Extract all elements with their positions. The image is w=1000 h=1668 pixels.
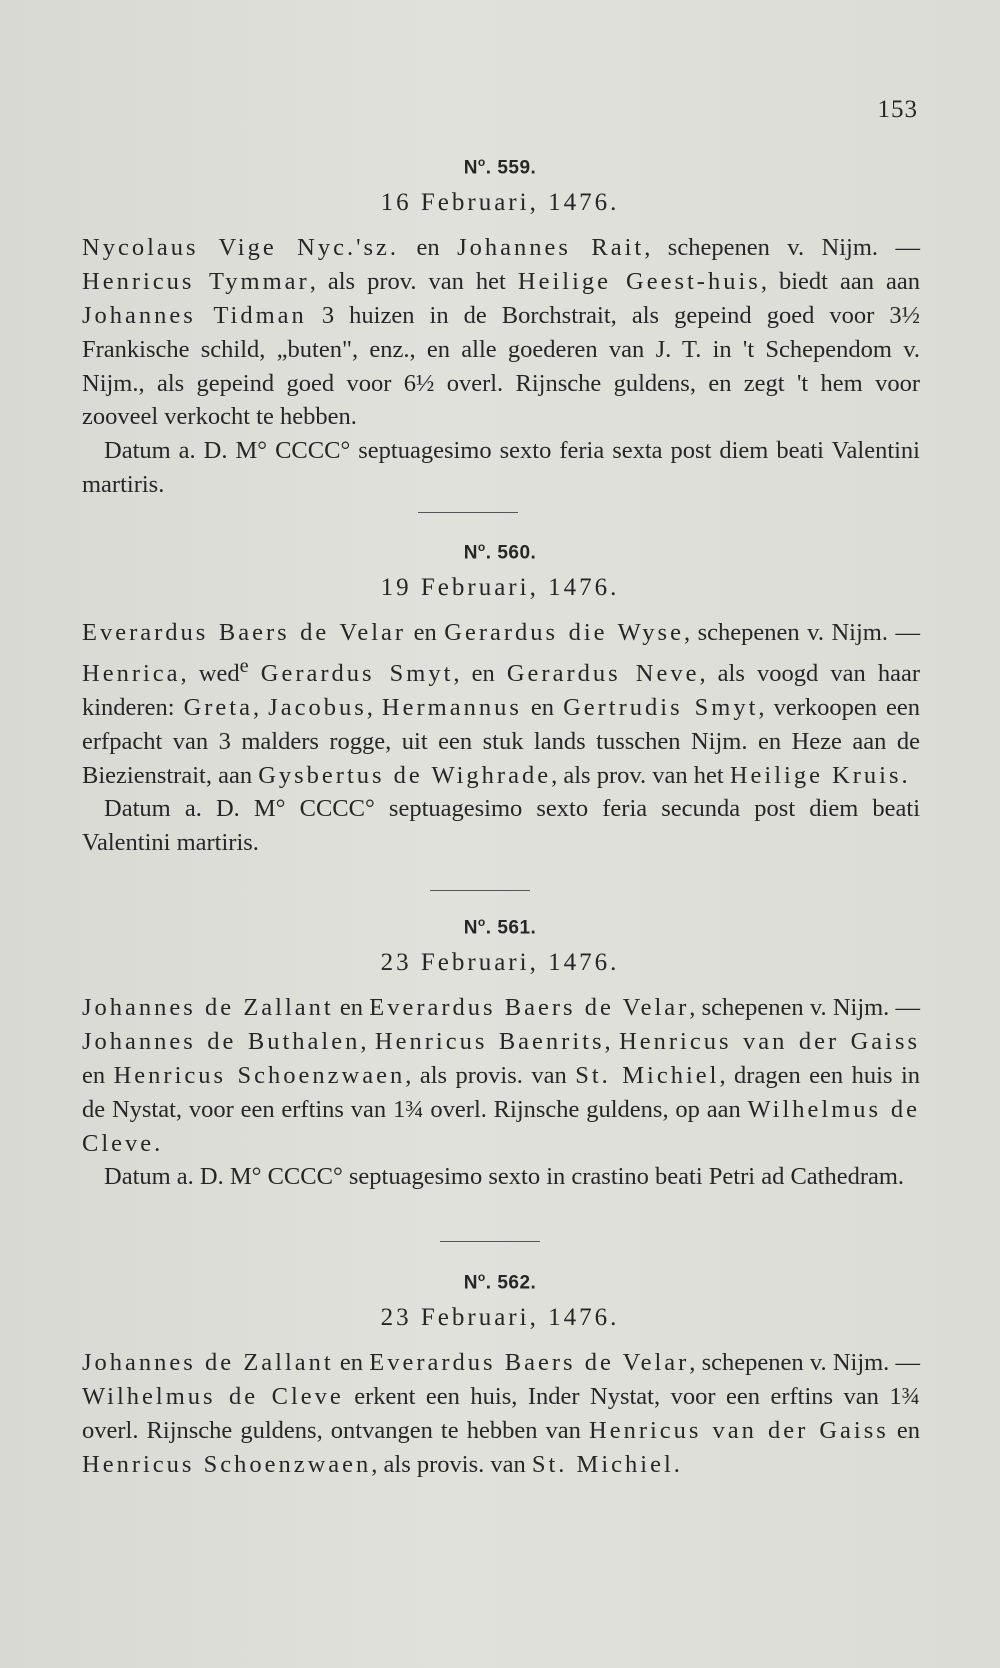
entry-datum: Datum a. D. M° CCCC° septuagesimo sexto feria sexta post diem beati Valentini martiris. [82,437,920,498]
text-run: en [82,1061,114,1089]
person-name: Henrica [82,660,181,688]
person-name: Everardus Baers de Velar [82,619,407,647]
entry-text [82,616,920,860]
person-name: Gysbertus de Wighrade [258,761,552,789]
text-run: . [673,1450,680,1478]
entry-number: $N^o$. 561. [463,915,537,939]
separator-rule [430,890,530,891]
entry-number-value: 562. [497,1272,537,1294]
person-name: Johannes de Zallant [82,994,334,1022]
person-name: Gertrudis Smyt [563,694,759,722]
person-name: Everardus Baers de Velar [369,994,690,1022]
person-name: Henricus Schoenzwaen [113,1061,406,1089]
entry-date: 23 Februari, 1476. [380,949,620,977]
person-name: Henricus van der Gaiss [619,1028,921,1056]
person-name: Nycolaus Vige Nyc.'sz. [82,234,400,262]
entry-datum: Datum a. D. M° CCCC° septuagesimo sexto in crastino beati Petri ad Cathedram. [104,1163,905,1191]
entry-562 [0,1270,1000,1482]
person-name: Henricus Schoenzwaen [82,1450,372,1478]
entry-560 [0,540,1000,860]
text-run: , schepenen v. Nijm. — [644,234,920,262]
entry-date: 16 Februari, 1476. [380,189,620,217]
person-name: Johannes Tidman [82,301,307,329]
text-run: , [360,1028,375,1056]
text-run: , verkoopen een erfpacht van 3 malders rogge, uit een stuk lands tusschen Nijm. en Heze aan de Biezienstrait, aan [82,694,921,789]
person-name: Johannes Rait [457,234,645,262]
person-name: St. Michiel [575,1061,720,1089]
person-name: Wilhelmus de Cleve [82,1383,344,1411]
entry-datum: Datum a. D. M° CCCC° septuagesimo sexto feria secunda post diem beati Valentini martiris. [82,795,920,857]
page-number: 153 [877,96,918,123]
person-name: Wilhelmus de Cleve [82,1095,920,1157]
separator-rule [440,1241,540,1242]
text-run: , schepenen v. Nijm. — [683,619,921,647]
person-name: Hermannus [381,694,522,722]
person-name: Henricus Tymmar [82,268,310,296]
entry-number: $N^o$. 559. [463,155,537,179]
person-name: Everardus Baers de Velar [369,1349,690,1377]
entry-number: $N^o$. 562. [463,1270,537,1294]
text-run: . [154,1129,161,1157]
text-run: en [888,1416,921,1444]
text-run: , en [453,660,507,688]
text-run: en [333,994,370,1022]
text-run: , als provis. van [405,1061,576,1089]
entry-number: $N^o$. 560. [463,540,537,564]
person-name: Johannes de Buthalen [82,1028,361,1056]
person-name: Gerardus Neve [506,660,700,688]
text-run [249,660,261,687]
text-run: . [901,761,908,789]
person-name: Gerardus die Wyse [444,619,684,647]
entry-text [82,231,920,501]
text-run: , biedt aan aan [760,268,920,296]
person-name: St. Michiel [531,1450,674,1478]
text-run: en [521,694,564,722]
text-run: erkent een huis, Inder Nystat, voor een erftins van 1¾ overl. Rijnsche guldens, ontvangen te hebben van [82,1383,920,1444]
person-name: Henricus van der Gaiss [589,1416,889,1444]
text-run: , als prov. van het [551,761,730,789]
text-run: , schepenen v. Nijm. — [689,1349,920,1377]
person-name: Henricus Baenrits [374,1028,605,1056]
text-run: 3 huizen in de Borchstrait, als gepeind goed voor 3½ Frankische schild, „buten", enz., en alle goederen van J. T. in 't Schependom v. Nijm., als gepeind goed voor 6½ overl. Rijnsche guldens, en zegt 't hem voor zooveel verkocht te hebben. [82,301,921,431]
entry-number-value: 560. [497,542,537,564]
separator-rule [418,512,518,513]
entry-paragraph [82,231,920,434]
text-run: , [604,1028,620,1056]
text-run: en [399,234,458,262]
text-run: , dragen een huis in de Nystat, voor een erftins van 1¾ overl. Rijnsche guldens, op aan [82,1061,921,1123]
entry-date: 23 Februari, 1476. [380,1304,620,1332]
text-run: , wed [180,660,240,688]
person-name: Gerardus Smyt [260,660,454,688]
person-name: Heilige Geest-huis [517,268,761,296]
entry-559 [0,155,1000,502]
text-run: en [406,619,445,647]
text-run: , [252,694,269,722]
person-name: Jacobus [268,694,367,722]
person-name: Johannes de Zallant [82,1349,334,1377]
text-run: e [239,655,249,678]
entry-561 [0,915,1000,1194]
entry-text [82,1346,920,1481]
entry-number-value: 561. [497,917,537,939]
entry-text [82,991,920,1194]
entry-paragraph [82,1346,920,1481]
text-run: , als voogd van haar kinderen: [82,660,920,722]
text-run: en [333,1349,370,1377]
text-run: , [366,694,382,722]
entry-paragraph [82,991,920,1160]
person-name: Heilige Kruis [729,761,902,789]
text-run: , als prov. van het [309,268,518,296]
entry-date: 19 Februari, 1476. [380,574,620,602]
text-run: , schepenen v. Nijm. — [689,994,920,1022]
entry-paragraph [82,616,920,792]
text-run: , als provis. van [371,1450,532,1478]
entry-number-value: 559. [497,157,537,179]
person-name: Greta [183,694,253,722]
